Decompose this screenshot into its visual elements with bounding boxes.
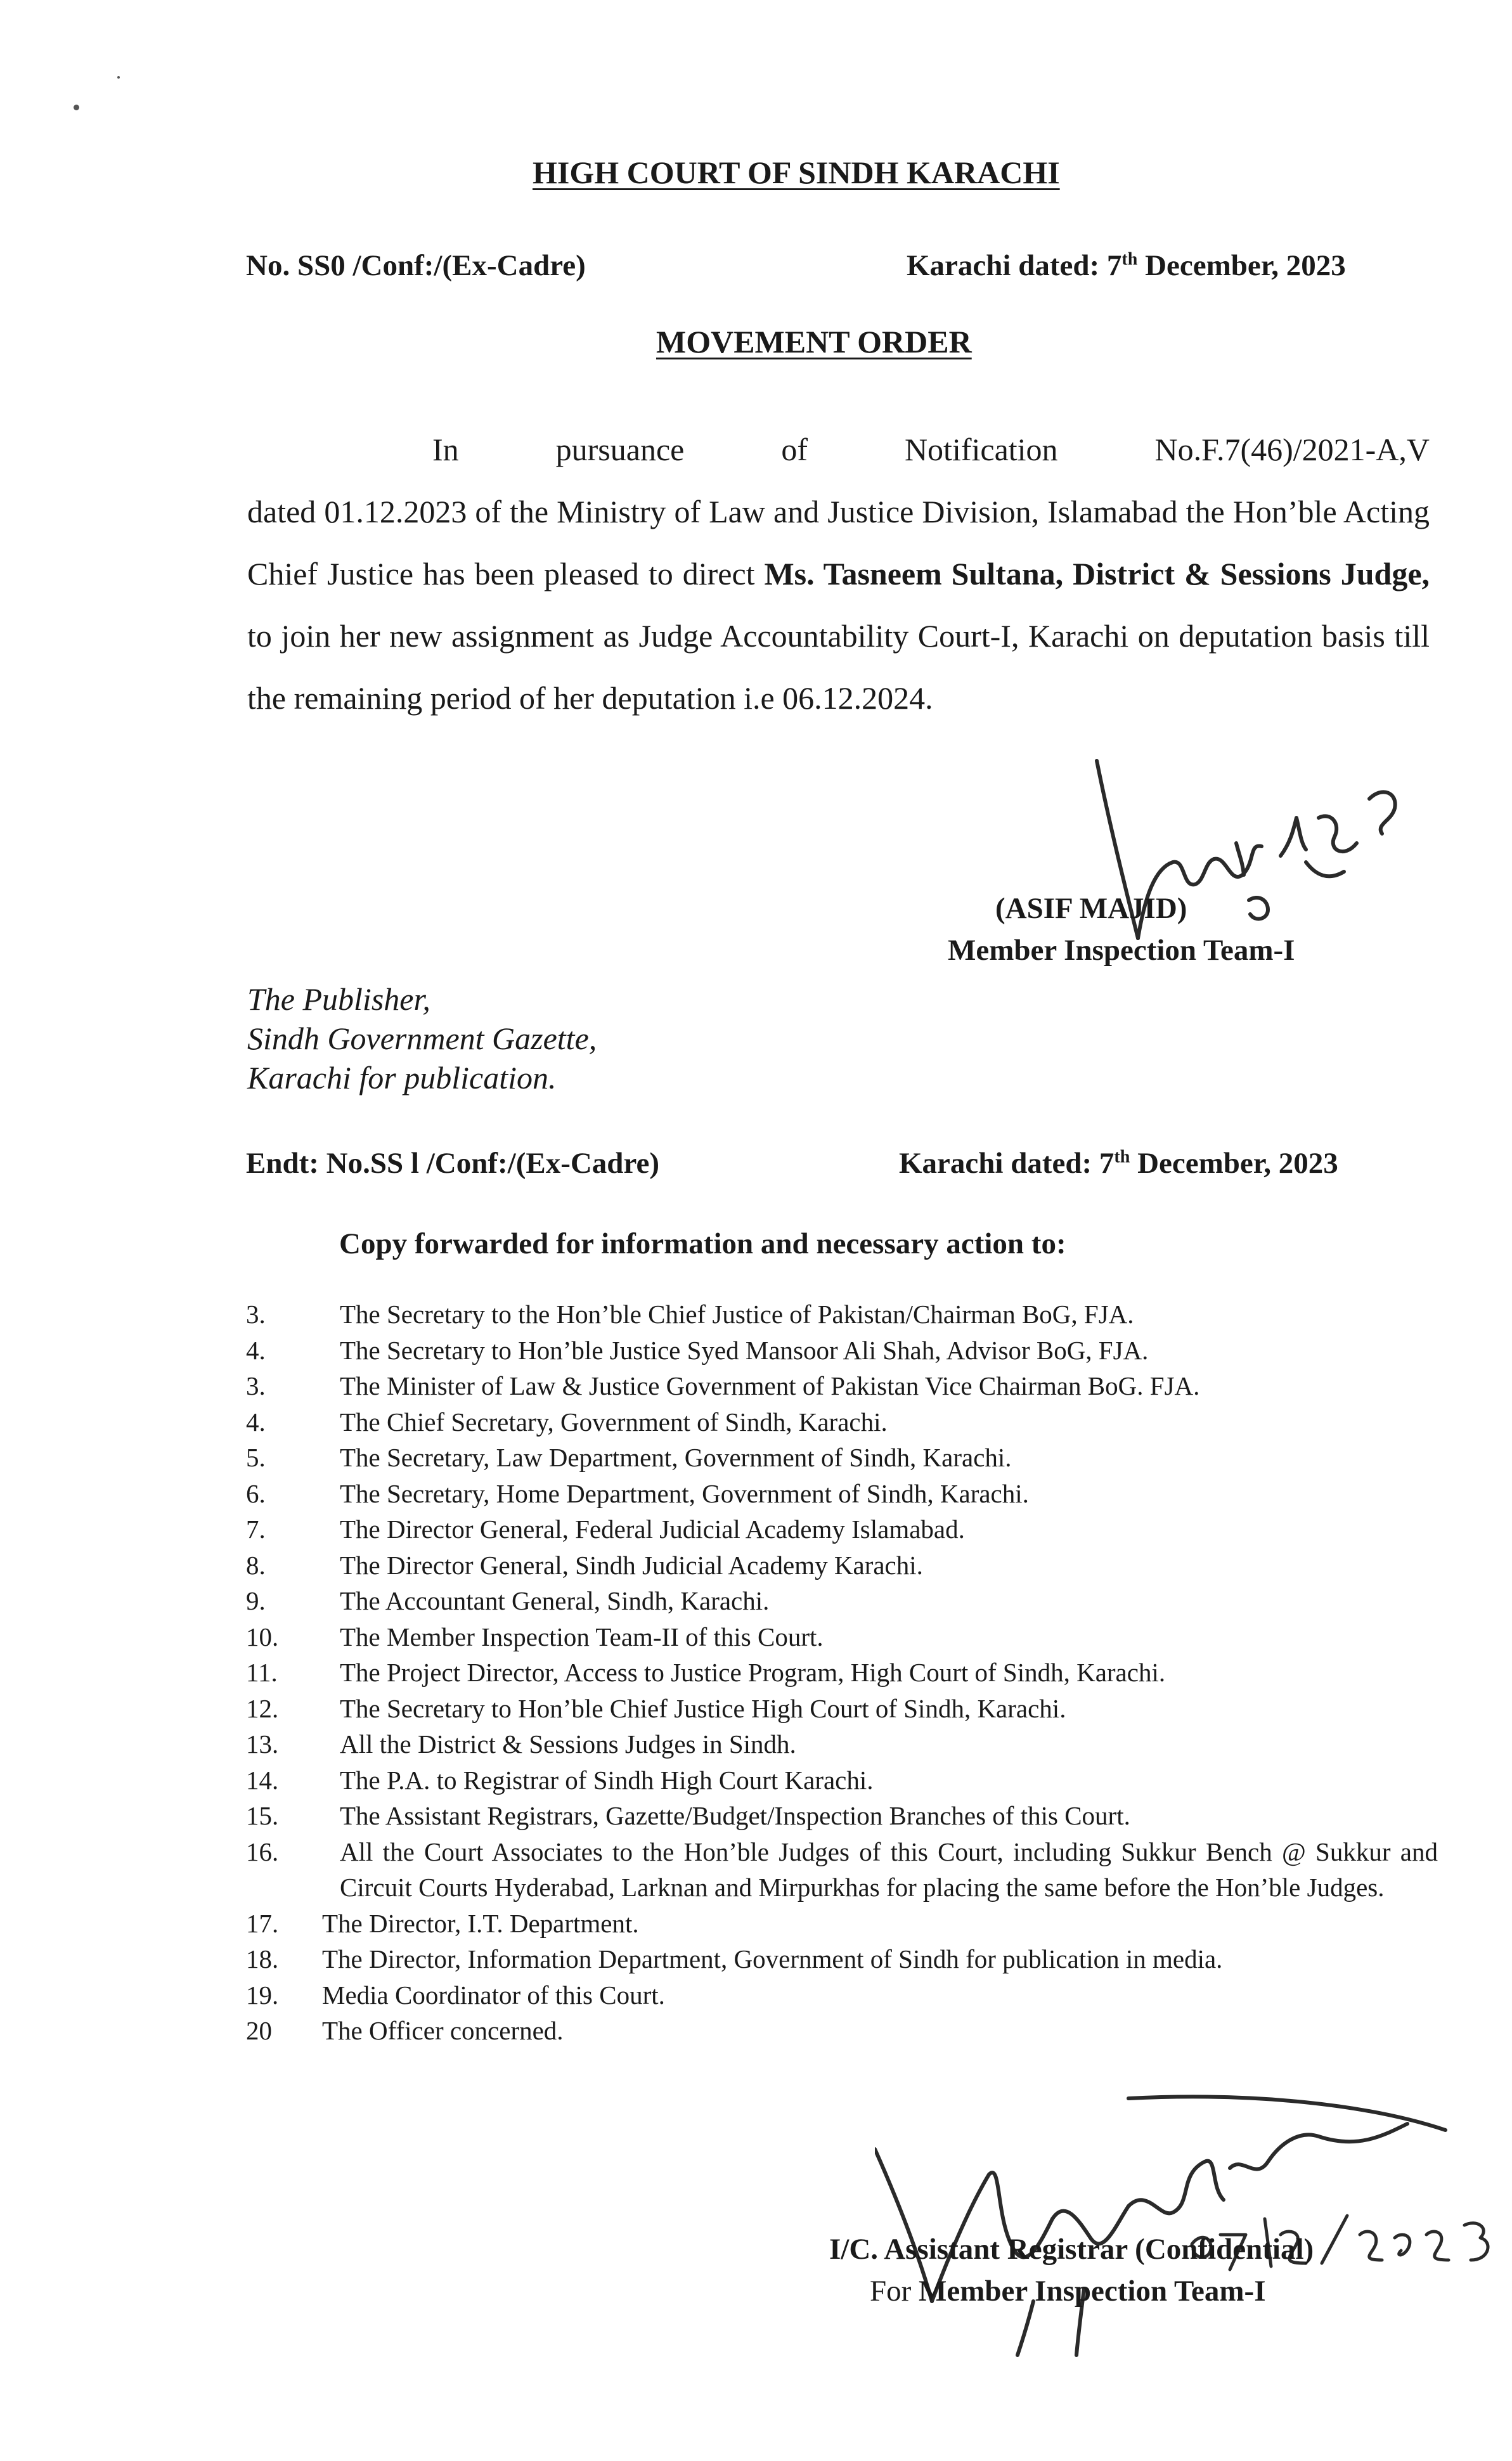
footer-for-line: For Member Inspection Team-I xyxy=(870,2275,1266,2308)
list-item: 11. The Project Director, Access to Justice Program, High Court of Sindh, Karachi. xyxy=(246,1658,1166,1687)
scan-speck xyxy=(74,105,79,110)
signatory-name: (ASIF MAJID) xyxy=(995,892,1187,925)
list-item: 9. The Accountant General, Sindh, Karachi. xyxy=(246,1586,770,1615)
list-item: 12. The Secretary to Hon’ble Chief Justice High Court of Sindh, Karachi. xyxy=(246,1693,1066,1723)
list-item: 6. The Secretary, Home Department, Government of Sindh, Karachi. xyxy=(246,1478,1029,1508)
list-item: 18. The Director, Information Department, Government of Sindh for publication in media. xyxy=(246,1944,1223,1973)
signatory-designation: Member Inspection Team-I xyxy=(948,934,1295,967)
movement-order-title: MOVEMENT ORDER xyxy=(656,324,972,359)
copy-forwarded-heading: Copy forwarded for information and necessary action to: xyxy=(339,1227,1066,1260)
order-body-first-line: In pursuance of Notification No.F.7(46)/2021-A,V xyxy=(432,432,1430,467)
list-item: 7. The Director General, Federal Judicial Academy Islamabad. xyxy=(246,1515,965,1544)
publisher-block: The Publisher, Sindh Government Gazette, Karachi for publication. xyxy=(247,981,597,1095)
list-item: 3. The Minister of Law & Justice Government of Pakistan Vice Chairman BoG. FJA. xyxy=(246,1371,1200,1400)
list-item: 20 The Officer concerned. xyxy=(246,2016,564,2045)
list-item: 10. The Member Inspection Team-II of this Court. xyxy=(246,1622,824,1651)
list-item: 13. All the District & Sessions Judges in Sindh. xyxy=(246,1729,796,1759)
order-body xyxy=(247,418,1430,729)
order-number: No. SS0 /Conf:/(Ex-Cadre) xyxy=(246,249,586,282)
list-item: 16. All the Court Associates to the Hon’ble Judges of this Court, including Sukkur Bench @ Sukkur and Circuit Courts Hyderabad, Larknan and Mirpurkhas for placing the same before the Hon’ble Judges. xyxy=(246,1837,1438,1902)
recipient-list xyxy=(246,1296,1438,2049)
list-item: 4. The Secretary to Hon’ble Justice Syed Mansoor Ali Shah, Advisor BoG, FJA. xyxy=(246,1335,1149,1365)
list-item: 14. The P.A. to Registrar of Sindh High Court Karachi. xyxy=(246,1765,874,1795)
court-heading: HIGH COURT OF SINDH KARACHI xyxy=(533,155,1060,190)
list-item: 19. Media Coordinator of this Court. xyxy=(246,1980,665,2010)
list-item: 15. The Assistant Registrars, Gazette/Budget/Inspection Branches of this Court. xyxy=(246,1801,1130,1830)
list-item: 17. The Director, I.T. Department. xyxy=(246,1908,639,1938)
list-item: 4. The Chief Secretary, Government of Sindh, Karachi. xyxy=(246,1407,888,1437)
endorsement-number: Endt: No.SS l /Conf:/(Ex-Cadre) xyxy=(246,1147,659,1180)
list-item: 5. The Secretary, Law Department, Government of Sindh, Karachi. xyxy=(246,1443,1012,1472)
list-item: 3. The Secretary to the Hon’ble Chief Justice of Pakistan/Chairman BoG, FJA. xyxy=(246,1300,1134,1329)
list-item: 8. The Director General, Sindh Judicial Academy Karachi. xyxy=(246,1550,923,1580)
scan-speck xyxy=(117,76,120,79)
order-date: Karachi dated: 7th December, 2023 xyxy=(907,249,1346,282)
endorsement-date: Karachi dated: 7th December, 2023 xyxy=(899,1147,1338,1180)
footer-designation: I/C. Assistant Registrar (Confidential) xyxy=(829,2233,1314,2266)
order-body-text: dated 01.12.2023 of the Ministry of Law and Justice Division, Islamabad the Hon’ble Acting Chief Justice has been pleased to direct Ms. Tasneem Sultana, District & Sessions Judge, to join her new assignment as Judge Accountability Court-I, Karachi on deputation basis till the remaining period of her deputation i.e 06.12.2024. xyxy=(247,494,1430,716)
handwritten-signature xyxy=(1078,748,1420,957)
